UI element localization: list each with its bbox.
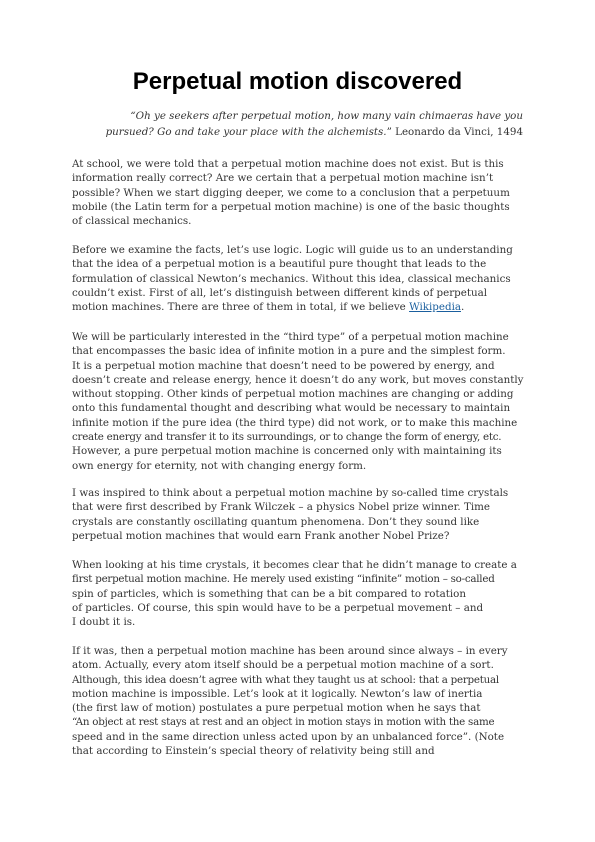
text-line: that encompasses the basic idea of infinite motion in a pure and the simplest form.: [72, 345, 506, 358]
paragraph-third-type: [72, 330, 524, 473]
paragraph-spin: [72, 558, 524, 629]
text-line: “An object at rest stays at rest and an object in motion stays in motion with the same: [72, 716, 495, 729]
quote-line-1: [72, 108, 523, 124]
text-line: If it was, then a perpetual motion machine has been around since always – in every: [72, 645, 508, 657]
text-line: Although, this idea doesn’t agree with what they taught us at school: that a perpetual: [72, 673, 499, 686]
text-line: I was inspired to think about a perpetual motion machine by so-called time crystals: [72, 487, 509, 499]
text-line: that according to Einstein’s special theory of relativity being still and: [72, 745, 435, 758]
text-line: However, a pure perpetual motion machine is concerned only with maintaining its: [72, 445, 502, 458]
quote-text-line-2: pursued? Go and take your place with the alchemists.: [105, 126, 387, 138]
text-line: motion machine is impossible. Let’s look at it logically. Newton’s law of inertia: [72, 687, 483, 700]
quote-text-line-1: “Oh ye seekers after perpetual motion, how many vain chimaeras have you: [130, 110, 523, 122]
text-line: perpetual motion machines that would earn Frank another Nobel Prize?: [72, 529, 450, 542]
text-line: that were first described by Frank Wilczek – a physics Nobel prize winner. Time: [72, 501, 490, 514]
page-title: Perpetual motion discovered: [132, 68, 463, 95]
wikipedia-link[interactable]: Wikipedia: [409, 301, 461, 314]
paragraph-inertia: [72, 644, 524, 758]
quote-attribution: ” Leonardo da Vinci, 1494: [386, 126, 523, 138]
text-line: [72, 300, 524, 314]
paragraph-logic: [72, 243, 524, 314]
text-line: first perpetual motion machine. He merely used existing “infinite” motion – so-called: [72, 573, 495, 586]
text-line: create energy and transfer it to its surroundings, or to change the form of energy, etc.: [72, 431, 502, 444]
text-after-link: .: [461, 301, 465, 314]
text-before-link: motion machines. There are three of them in total, if we believe: [72, 301, 410, 314]
text-line: doesn’t create and release energy, hence it doesn’t do any work, but moves constantly: [72, 373, 524, 386]
epigraph-quote: [72, 108, 523, 140]
text-line: speed and in the same direction unless acted upon by an unbalanced force”. (Note: [72, 730, 505, 743]
text-line: couldn’t exist. First of all, let’s distinguish between different kinds of perpetual: [72, 286, 488, 299]
text-line: of classical mechanics.: [72, 215, 192, 228]
text-line: spin of particles, which is something that can be a bit compared to rotation: [72, 587, 466, 600]
text-line: onto this fundamental thought and describing what would be necessary to maintain: [72, 402, 511, 415]
text-line: I doubt it is.: [72, 616, 136, 629]
text-line: At school, we were told that a perpetual motion machine does not exist. But is this: [72, 158, 504, 170]
text-line: mobile (the Latin term for a perpetual motion machine) is one of the basic thoughts: [72, 200, 510, 213]
text-line: that the idea of a perpetual motion is a beautiful pure thought that leads to the: [72, 258, 487, 271]
text-line: atom. Actually, every atom itself should be a perpetual motion machine of a sort.: [72, 659, 494, 672]
text-line: It is a perpetual motion machine that doesn’t need to be powered by energy, and: [72, 359, 495, 372]
text-line: formulation of classical Newton’s mechanics. Without this idea, classical mechanics: [72, 272, 511, 285]
text-line: of particles. Of course, this spin would have to be a perpetual movement – and: [72, 601, 484, 614]
text-line: (the first law of motion) postulates a pure perpetual motion when he says that: [72, 702, 481, 715]
text-line: infinite motion if the pure idea (the third type) did not work, or to make this machine: [72, 416, 518, 429]
text-line: own energy for eternity, not with changing energy form.: [72, 459, 367, 472]
text-line: without stopping. Other kinds of perpetual motion machines are changing or adding: [72, 388, 514, 401]
text-line: information really correct? Are we certain that a perpetual motion machine isn’t: [72, 172, 494, 185]
paragraph-time-crystals: [72, 486, 524, 543]
text-line: Before we examine the facts, let’s use logic. Logic will guide us to an understanding: [72, 244, 513, 256]
paragraph-school: [72, 157, 524, 228]
text-line: crystals are constantly oscillating quantum phenomena. Don’t they sound like: [72, 515, 480, 528]
text-line: When looking at his time crystals, it becomes clear that he didn’t manage to create a: [72, 559, 517, 571]
text-line: possible? When we start digging deeper, we come to a conclusion that a perpetuum: [72, 186, 510, 199]
quote-line-2: [72, 124, 523, 140]
text-line: We will be particularly interested in the “third type” of a perpetual motion machine: [72, 331, 509, 343]
